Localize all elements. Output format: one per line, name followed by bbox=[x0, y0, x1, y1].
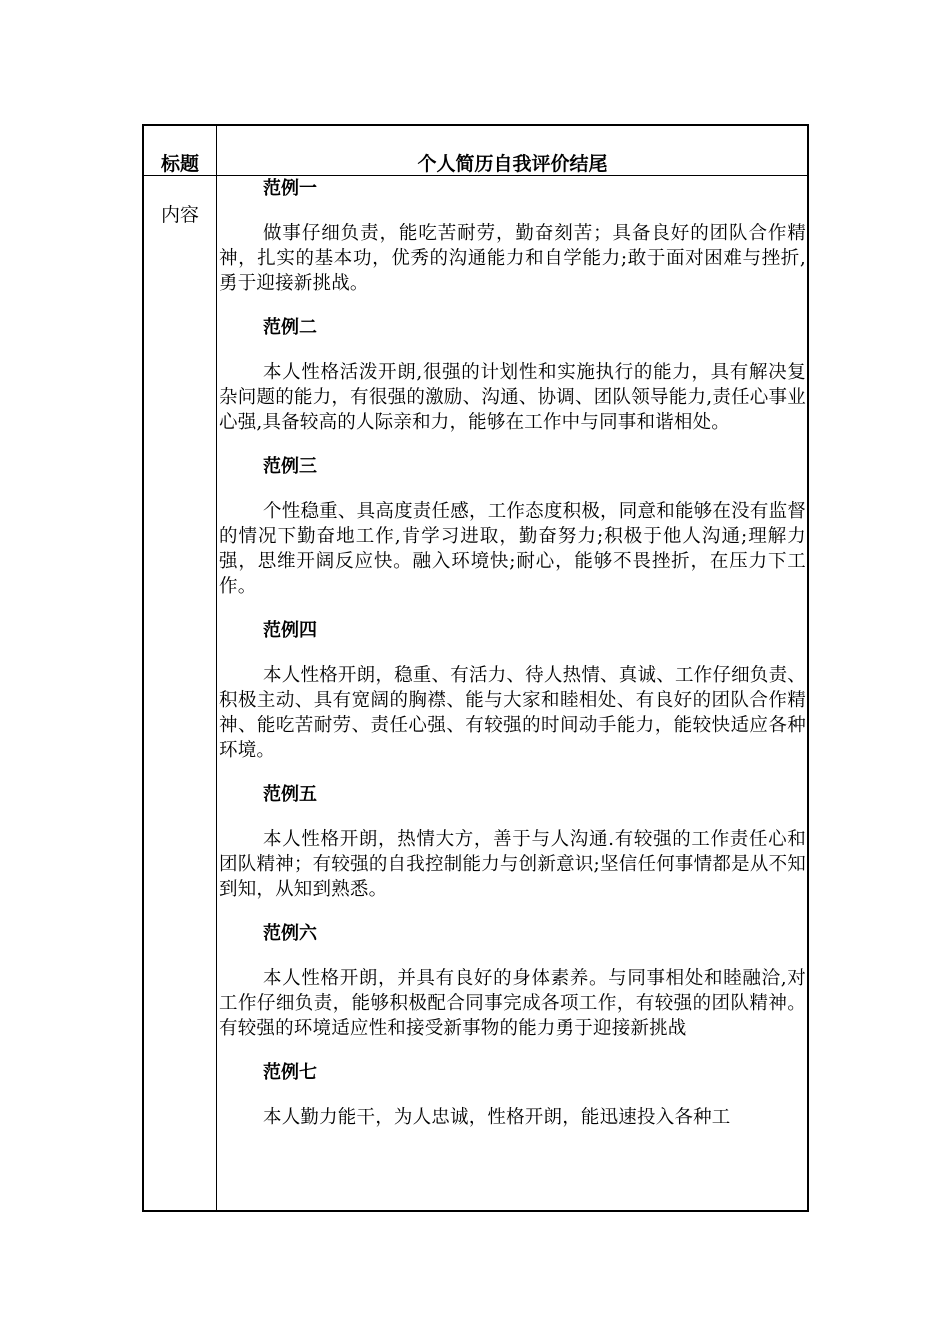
header-title-cell: 个人简历自我评价结尾 bbox=[417, 153, 608, 175]
example-section bbox=[219, 177, 806, 296]
example-text: 本人性格开朗，稳重、有活力、待人热情、真诚、工作仔细负责、积极主动、具有宽阔的胸襟、能与大家和睦相处、有良好的团队合作精神、能吃苦耐劳、责任心强、有较强的时间动手能力，能较快适应各种环境。 bbox=[219, 665, 806, 761]
content-label-cell: 内容 bbox=[160, 204, 199, 226]
example-heading: 范例五 bbox=[263, 784, 317, 805]
column-divider bbox=[216, 126, 217, 1210]
example-section bbox=[219, 922, 806, 1041]
example-text: 个性稳重、具高度责任感，工作态度积极，同意和能够在没有监督的情况下勤奋地工作,肯学习进取，勤奋努力;积极于他人沟通;理解力强，思维开阔反应快。融入环境快;耐心，能够不畏挫折，在压力下工作。 bbox=[219, 501, 806, 597]
example-heading: 范例三 bbox=[263, 456, 317, 477]
example-section bbox=[219, 1061, 806, 1130]
example-text: 本人勤力能干，为人忠诚，性格开朗，能迅速投入各种工 bbox=[263, 1107, 731, 1128]
example-text: 本人性格开朗，并具有良好的身体素养。与同事相处和睦融洽,对工作仔细负责，能够积极配合同事完成各项工作，有较强的团队精神。有较强的环境适应性和接受新事物的能力勇于迎接新挑战 bbox=[219, 968, 806, 1039]
example-heading: 范例六 bbox=[263, 923, 317, 944]
header-label-cell: 标题 bbox=[160, 153, 199, 175]
content-body bbox=[219, 177, 806, 1150]
example-text: 本人性格活泼开朗,很强的计划性和实施执行的能力，具有解决复杂问题的能力，有很强的激励、沟通、协调、团队领导能力,责任心事业心强,具备较高的人际亲和力，能够在工作中与同事和谐相处。 bbox=[219, 362, 806, 433]
example-heading: 范例二 bbox=[263, 317, 317, 338]
example-heading: 范例七 bbox=[263, 1062, 317, 1083]
example-section bbox=[219, 783, 806, 902]
example-heading: 范例一 bbox=[263, 178, 317, 199]
example-heading: 范例四 bbox=[263, 620, 317, 641]
example-section bbox=[219, 619, 806, 763]
example-section bbox=[219, 316, 806, 435]
example-text: 做事仔细负责，能吃苦耐劳，勤奋刻苦；具备良好的团队合作精神，扎实的基本功，优秀的沟通能力和自学能力;敢于面对困难与挫折,勇于迎接新挑战。 bbox=[219, 223, 806, 294]
example-text: 本人性格开朗，热情大方，善于与人沟通.有较强的工作责任心和团队精神；有较强的自我控制能力与创新意识;坚信任何事情都是从不知到知，从知到熟悉。 bbox=[219, 829, 806, 900]
example-section bbox=[219, 455, 806, 599]
resume-evaluation-table bbox=[142, 124, 809, 1212]
